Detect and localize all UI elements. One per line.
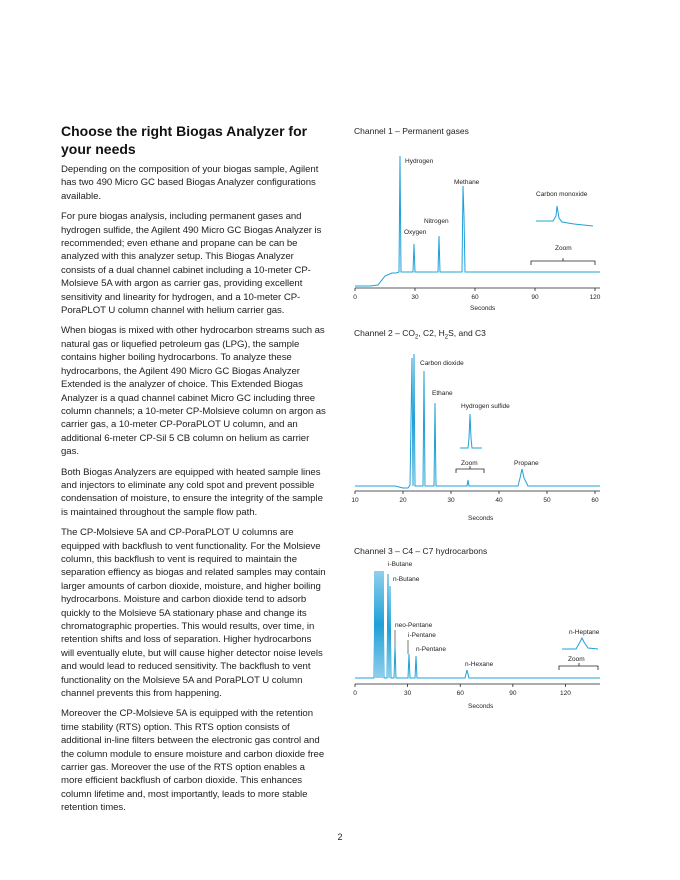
chart-3-ticks <box>353 684 571 697</box>
paragraph-1: Depending on the composition of your biogas sample, Agilent has two 490 Micro GC based Biogas Analyzer configurations available. <box>61 164 319 202</box>
chart-1-tick-label-60: 60 <box>471 294 479 301</box>
chart-1-x-axis-label: Seconds <box>470 305 496 312</box>
text-column <box>61 122 327 822</box>
chart-1-zoom-bracket <box>531 258 595 265</box>
chart-1-tick-label-90: 90 <box>531 294 539 301</box>
chart-2-title-sub2: 2 <box>444 334 449 341</box>
paragraph-4: Both Biogas Analyzers are equipped with heated sample lines and injectors to eliminate any cold spot and prevent possible condensation of moisture, to ensure the integrity of the sample is maintained throughout the sample flow path. <box>61 466 323 518</box>
chart-channel-2 <box>350 328 610 528</box>
page-number: 2 <box>337 832 343 842</box>
chart-2-tick-label-40: 40 <box>495 497 503 504</box>
chart-1-plot <box>350 126 610 316</box>
chart-1-label-carbon-monoxide: Carbon monoxide <box>536 191 588 198</box>
chart-3-label-n-heptane: n-Heptane <box>569 629 600 636</box>
chart-1-label-nitrogen: Nitrogen <box>424 218 449 225</box>
chart-1-tick-label-0: 0 <box>353 294 357 301</box>
chart-2-tick-label-10: 10 <box>351 497 359 504</box>
chart-2-title-sub1: 2 <box>414 334 419 341</box>
chart-2-zoom-label: Zoom <box>461 460 478 467</box>
paragraph-5: The CP-Molsieve 5A and CP-PoraPLOT U columns are equipped with backflush to vent functionality. For the Molsieve column, this backflush to vent is required to maintain the separation effiency as biogas and related samples may contain larger amounts of carbon dioxide, moisture, and higher boiling hydrocarbons. Moisture and carbon dioxide tend to adsorb quickly to the Molsieve 5A stationary phase and change its chromatographic properties. This would results, over time, in retention shifts and loss of separation. Higher hydrocarbons will eventually elute, but will cause higher detector noise levels and would lead to reduced sensitivity. The backflush to vent functionality on the Molsieve 5A and PoraPLOT U column channel prevents this from happening. <box>61 527 326 700</box>
chart-2-tick-label-60: 60 <box>591 497 599 504</box>
chart-3-tick-label-60: 60 <box>456 690 464 697</box>
chart-3-tick-label-120: 120 <box>560 690 571 697</box>
chart-3-zoom-trace <box>562 638 598 649</box>
chart-2-label-carbon-dioxide: Carbon dioxide <box>420 360 464 367</box>
chart-1-tick-label-120: 120 <box>589 294 601 301</box>
chart-2-zoom-trace <box>460 414 482 448</box>
chart-3-label-neo-pentane: neo-Pentane <box>395 622 433 629</box>
chart-2-x-axis-label: Seconds <box>468 515 494 522</box>
chart-2-title-c: S, and C3 <box>448 328 486 338</box>
chart-2-title-b: , C2, H <box>418 328 445 338</box>
chart-2-tick-label-30: 30 <box>447 497 455 504</box>
chart-3-zoom-bracket <box>559 663 598 670</box>
chart-3-label-n-pentane: n-Pentane <box>416 646 446 653</box>
chart-1-zoom-trace <box>536 206 593 226</box>
section-heading: Choose the right Biogas Analyzer for your needs <box>61 123 308 157</box>
chart-3-x-axis-label: Seconds <box>468 703 494 710</box>
chart-1-label-methane: Methane <box>454 179 480 186</box>
chart-3-tick-label-90: 90 <box>509 690 517 697</box>
chart-2-label-hydrogen-sulfide: Hydrogen sulfide <box>461 403 510 410</box>
chart-2-zoom-bracket <box>456 466 484 473</box>
chart-1-tick-label-30: 30 <box>411 294 419 301</box>
chart-channel-3 <box>350 546 610 716</box>
chart-3-tick-label-0: 0 <box>353 690 357 697</box>
chart-1-ticks <box>353 288 601 301</box>
chart-1-zoom-label: Zoom <box>555 245 572 252</box>
chart-1-label-hydrogen: Hydrogen <box>405 158 434 165</box>
chart-2-label-propane: Propane <box>514 460 539 467</box>
chart-1-label-oxygen: Oxygen <box>404 229 427 236</box>
chart-3-zoom-label: Zoom <box>568 656 585 663</box>
chart-2-title-a: Channel 2 – CO <box>354 328 415 338</box>
paragraph-2: For pure biogas analysis, including permanent gases and hydrogen sulfide, the Agilent 490 Micro GC Biogas Analyzer is recommended; even ethane and propane can be can be analyzed with this analyzer setup. This Biogas Analyzer consists of a dual channel cabinet including a 10-meter CP-Molsieve 5A with argon as carrier gas, providing excellent sensitivity and linearity for hydrogen, and a 10-meter CP-PoraPLOT U column channel with helium carrier gas. <box>61 211 322 317</box>
chart-3-tick-label-30: 30 <box>403 690 412 697</box>
chart-2-ticks <box>351 491 599 504</box>
chart-1-title: Channel 1 – Permanent gases <box>354 126 469 136</box>
paragraph-3: When biogas is mixed with other hydrocarbon streams such as natural gas or liquefied petroleum gas (LPG), the sample contains higher boiling hydrocarbons. To analyze these hydrocarbons, the Agilent 490 Micro GC Biogas Analyzer Extended is the analyzer of choice. This Extended Biogas Analyzer is a quad channel cabinet Micro GC including three column channels; a 10-meter CP-Molsieve column on argon as carrier gas, a 10-meter CP-PoraPLOT U column, and an additional 6-meter CP-Sil 5 CB column on helium as carrier gas. <box>61 325 326 458</box>
chart-2-trace <box>355 354 600 488</box>
chart-2-plot <box>350 328 610 528</box>
chart-3-label-i-butane: i-Butane <box>388 561 413 568</box>
chart-2-tick-label-20: 20 <box>399 497 407 504</box>
chart-3-plot <box>350 546 610 716</box>
chart-3-label-n-hexane: n-Hexane <box>465 661 494 668</box>
chart-3-label-n-butane: n-Butane <box>393 576 420 583</box>
chart-2-label-ethane: Ethane <box>432 390 453 397</box>
chart-3-title: Channel 3 – C4 – C7 hydrocarbons <box>354 546 488 556</box>
chart-3-label-i-pentane: i-Pentane <box>408 632 436 639</box>
chart-1-trace <box>355 156 600 286</box>
chart-2-tick-label-50: 50 <box>543 497 551 504</box>
paragraph-6: Moreover the CP-Molsieve 5A is equipped with the retention time stability (RTS) option. This RTS option consists of additional in-line filters between the electronic gas control and the column module to ensure moisture and carbon dioxide free carrier gas. Moreover the use of the RTS option enables a more efficient backflush of carbon dioxide. This enhances column lifetime and, most importantly, leads to more stable retention times. <box>61 708 325 814</box>
chart-channel-1 <box>350 126 610 316</box>
